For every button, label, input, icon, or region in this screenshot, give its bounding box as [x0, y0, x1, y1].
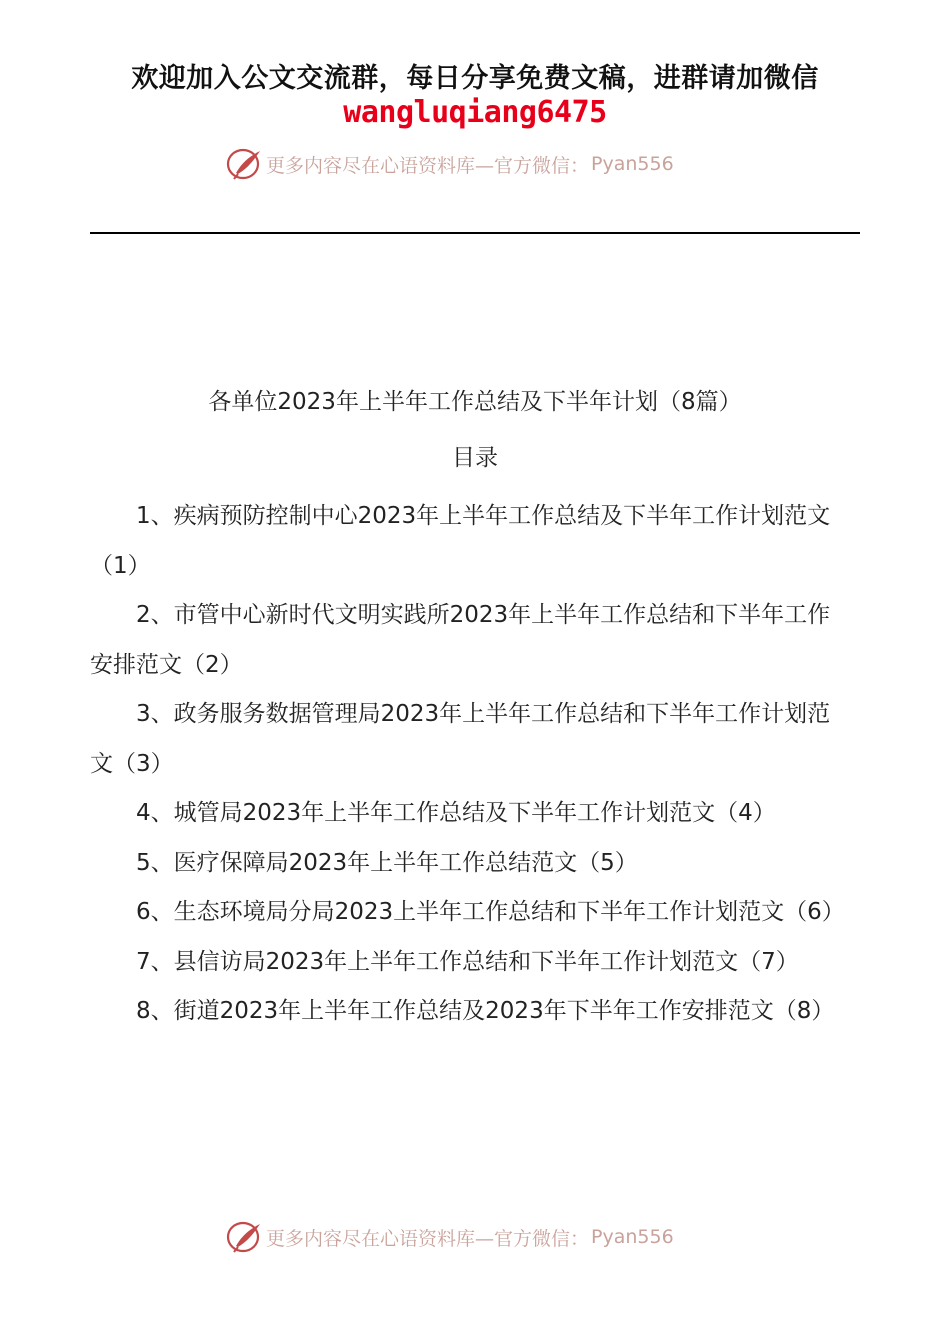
- watermark-id: Pyan556: [591, 1226, 674, 1248]
- toc-item[interactable]: 8、街道2023年上半年工作总结及2023年下半年工作安排范文（8）: [136, 998, 835, 1024]
- wechat-id-text: wangluqiang6475: [343, 95, 607, 130]
- watermark-id: Pyan556: [591, 153, 674, 175]
- toc-item[interactable]: 6、生态环境局分局2023上半年工作总结和下半年工作计划范文（6）: [136, 899, 845, 925]
- feather-quill-logo-icon: [226, 146, 264, 182]
- toc-heading: 目录: [452, 445, 498, 471]
- watermark-text: 更多内容尽在心语资料库—官方微信：: [266, 154, 590, 177]
- toc-item[interactable]: 1、疾病预防控制中心2023年上半年工作总结及下半年工作计划范文（1）: [90, 503, 831, 579]
- toc-item[interactable]: 2、市管中心新时代文明实践所2023年上半年工作总结和下半年工作安排范文（2）: [90, 602, 831, 678]
- toc-item[interactable]: 5、医疗保障局2023年上半年工作总结范文（5）: [136, 849, 638, 876]
- document-title: 各单位2023年上半年工作总结及下半年计划（8篇）: [208, 389, 742, 415]
- watermark-top: [226, 146, 674, 182]
- toc-item[interactable]: 4、城管局2023年上半年工作总结及下半年工作计划范文（4）: [136, 800, 776, 826]
- table-of-contents: [90, 492, 845, 1037]
- watermark-bottom: [226, 1219, 674, 1255]
- watermark-text: 更多内容尽在心语资料库—官方微信：: [266, 1227, 590, 1250]
- header-divider: [90, 232, 860, 234]
- feather-quill-logo-icon: [226, 1219, 264, 1255]
- toc-item[interactable]: 3、政务服务数据管理局2023年上半年工作总结和下半年工作计划范文（3）: [90, 701, 831, 777]
- toc-item[interactable]: 7、县信访局2023年上半年工作总结和下半年工作计划范文（7）: [136, 948, 799, 975]
- promo-header-text: 欢迎加入公文交流群，每日分享免费文稿，进群请加微信: [131, 63, 819, 94]
